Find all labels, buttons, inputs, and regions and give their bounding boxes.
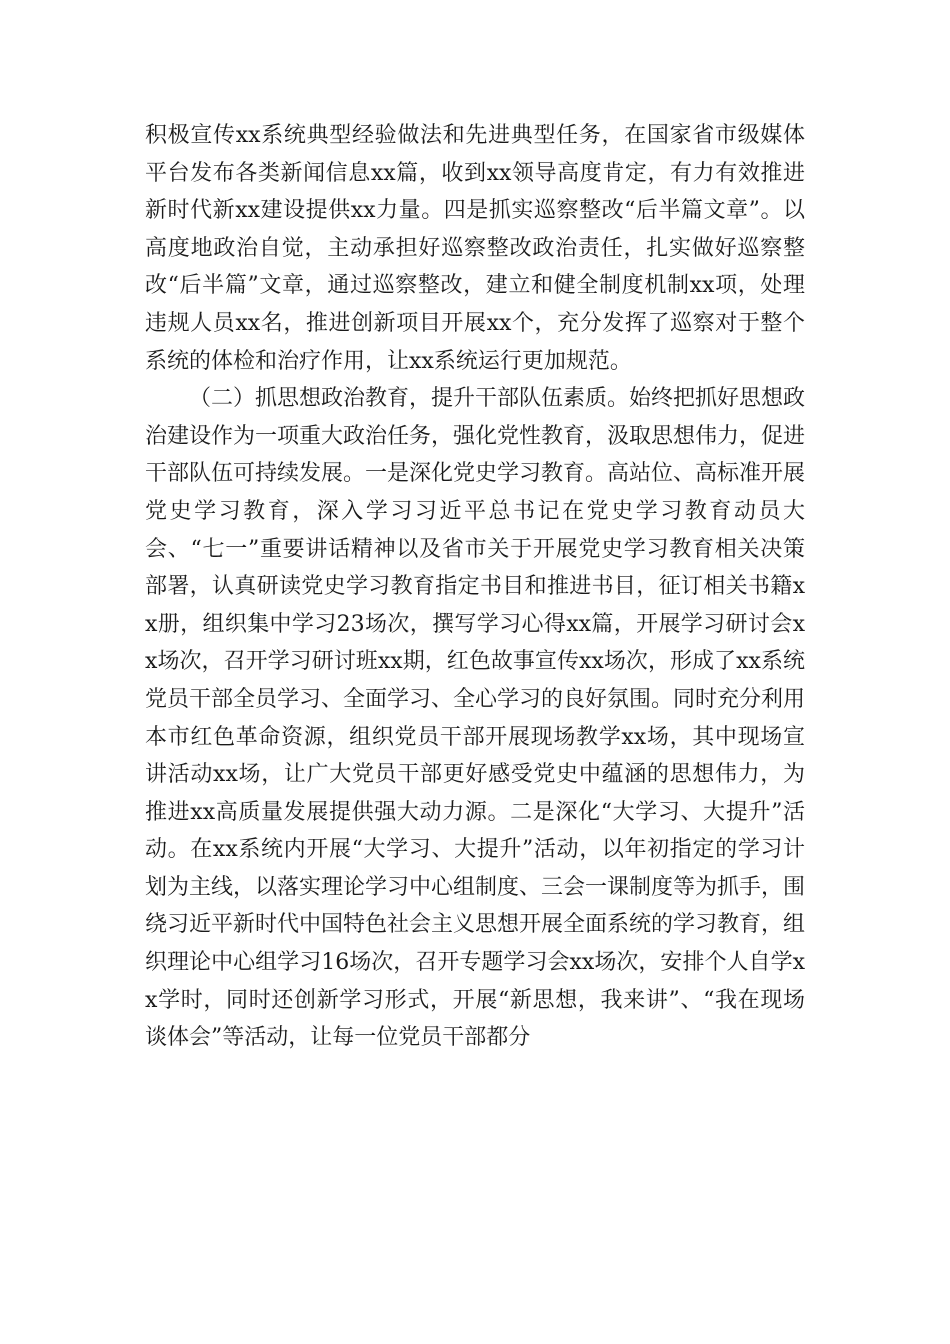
paragraph-section-two: （二）抓思想政治教育，提升干部队伍素质。始终把抓好思想政治建设作为一项重大政治任务，强化党性教育，汲取思想伟力，促进干部队伍可持续发展。一是深化党史学习教育。高站位、高标准开展党史学习教育，深入学习习近平总书记在党史学习教育动员大会、“七一”重要讲话精神以及省市关于开展党史学习教育相关决策部署，认真研读党史学习教育指定书目和推进书目，征订相关书籍xx册，组织集中学习23场次，撰写学习心得xx篇，开展学习研讨会xx场次，召开学习研讨班xx期，红色故事宣传xx场次，形成了xx系统党员干部全员学习、全面学习、全心学习的良好氛围。同时充分利用本市红色革命资源，组织党员干部开展现场教学xx场，其中现场宣讲活动xx场，让广大党员干部更好感受党史中蕴涵的思想伟力，为推进xx高质量发展提供强大动力源。二是深化“大学习、大提升”活动。在xx系统内开展“大学习、大提升”活动，以年初指定的学习计划为主线，以落实理论学习中心组制度、三会一课制度等为抓手，围绕习近平新时代中国特色社会主义思想开展全面系统的学习教育，组织理论中心组学习16场次，召开专题学习会xx场次，安排个人自学xx学时，同时还创新学习形式，开展“新思想，我来讲”、“我在现场谈体会”等活动，让每一位党员干部都分	[145, 386, 806, 1051]
paragraph-continuation: 积极宣传xx系统典型经验做法和先进典型任务，在国家省市级媒体平台发布各类新闻信息xx篇，收到xx领导高度肯定，有力有效推进新时代新xx建设提供xx力量。四是抓实巡察整改“后半篇文章”。以高度地政治自觉，主动承担好巡察整改政治责任，扎实做好巡察整改“后半篇”文章，通过巡察整改，建立和健全制度机制xx项，处理违规人员xx名，推进创新项目开展xx个，充分发挥了巡察对于整个系统的体检和治疗作用，让xx系统运行更加规范。	[145, 123, 805, 374]
document-body	[145, 117, 805, 1057]
